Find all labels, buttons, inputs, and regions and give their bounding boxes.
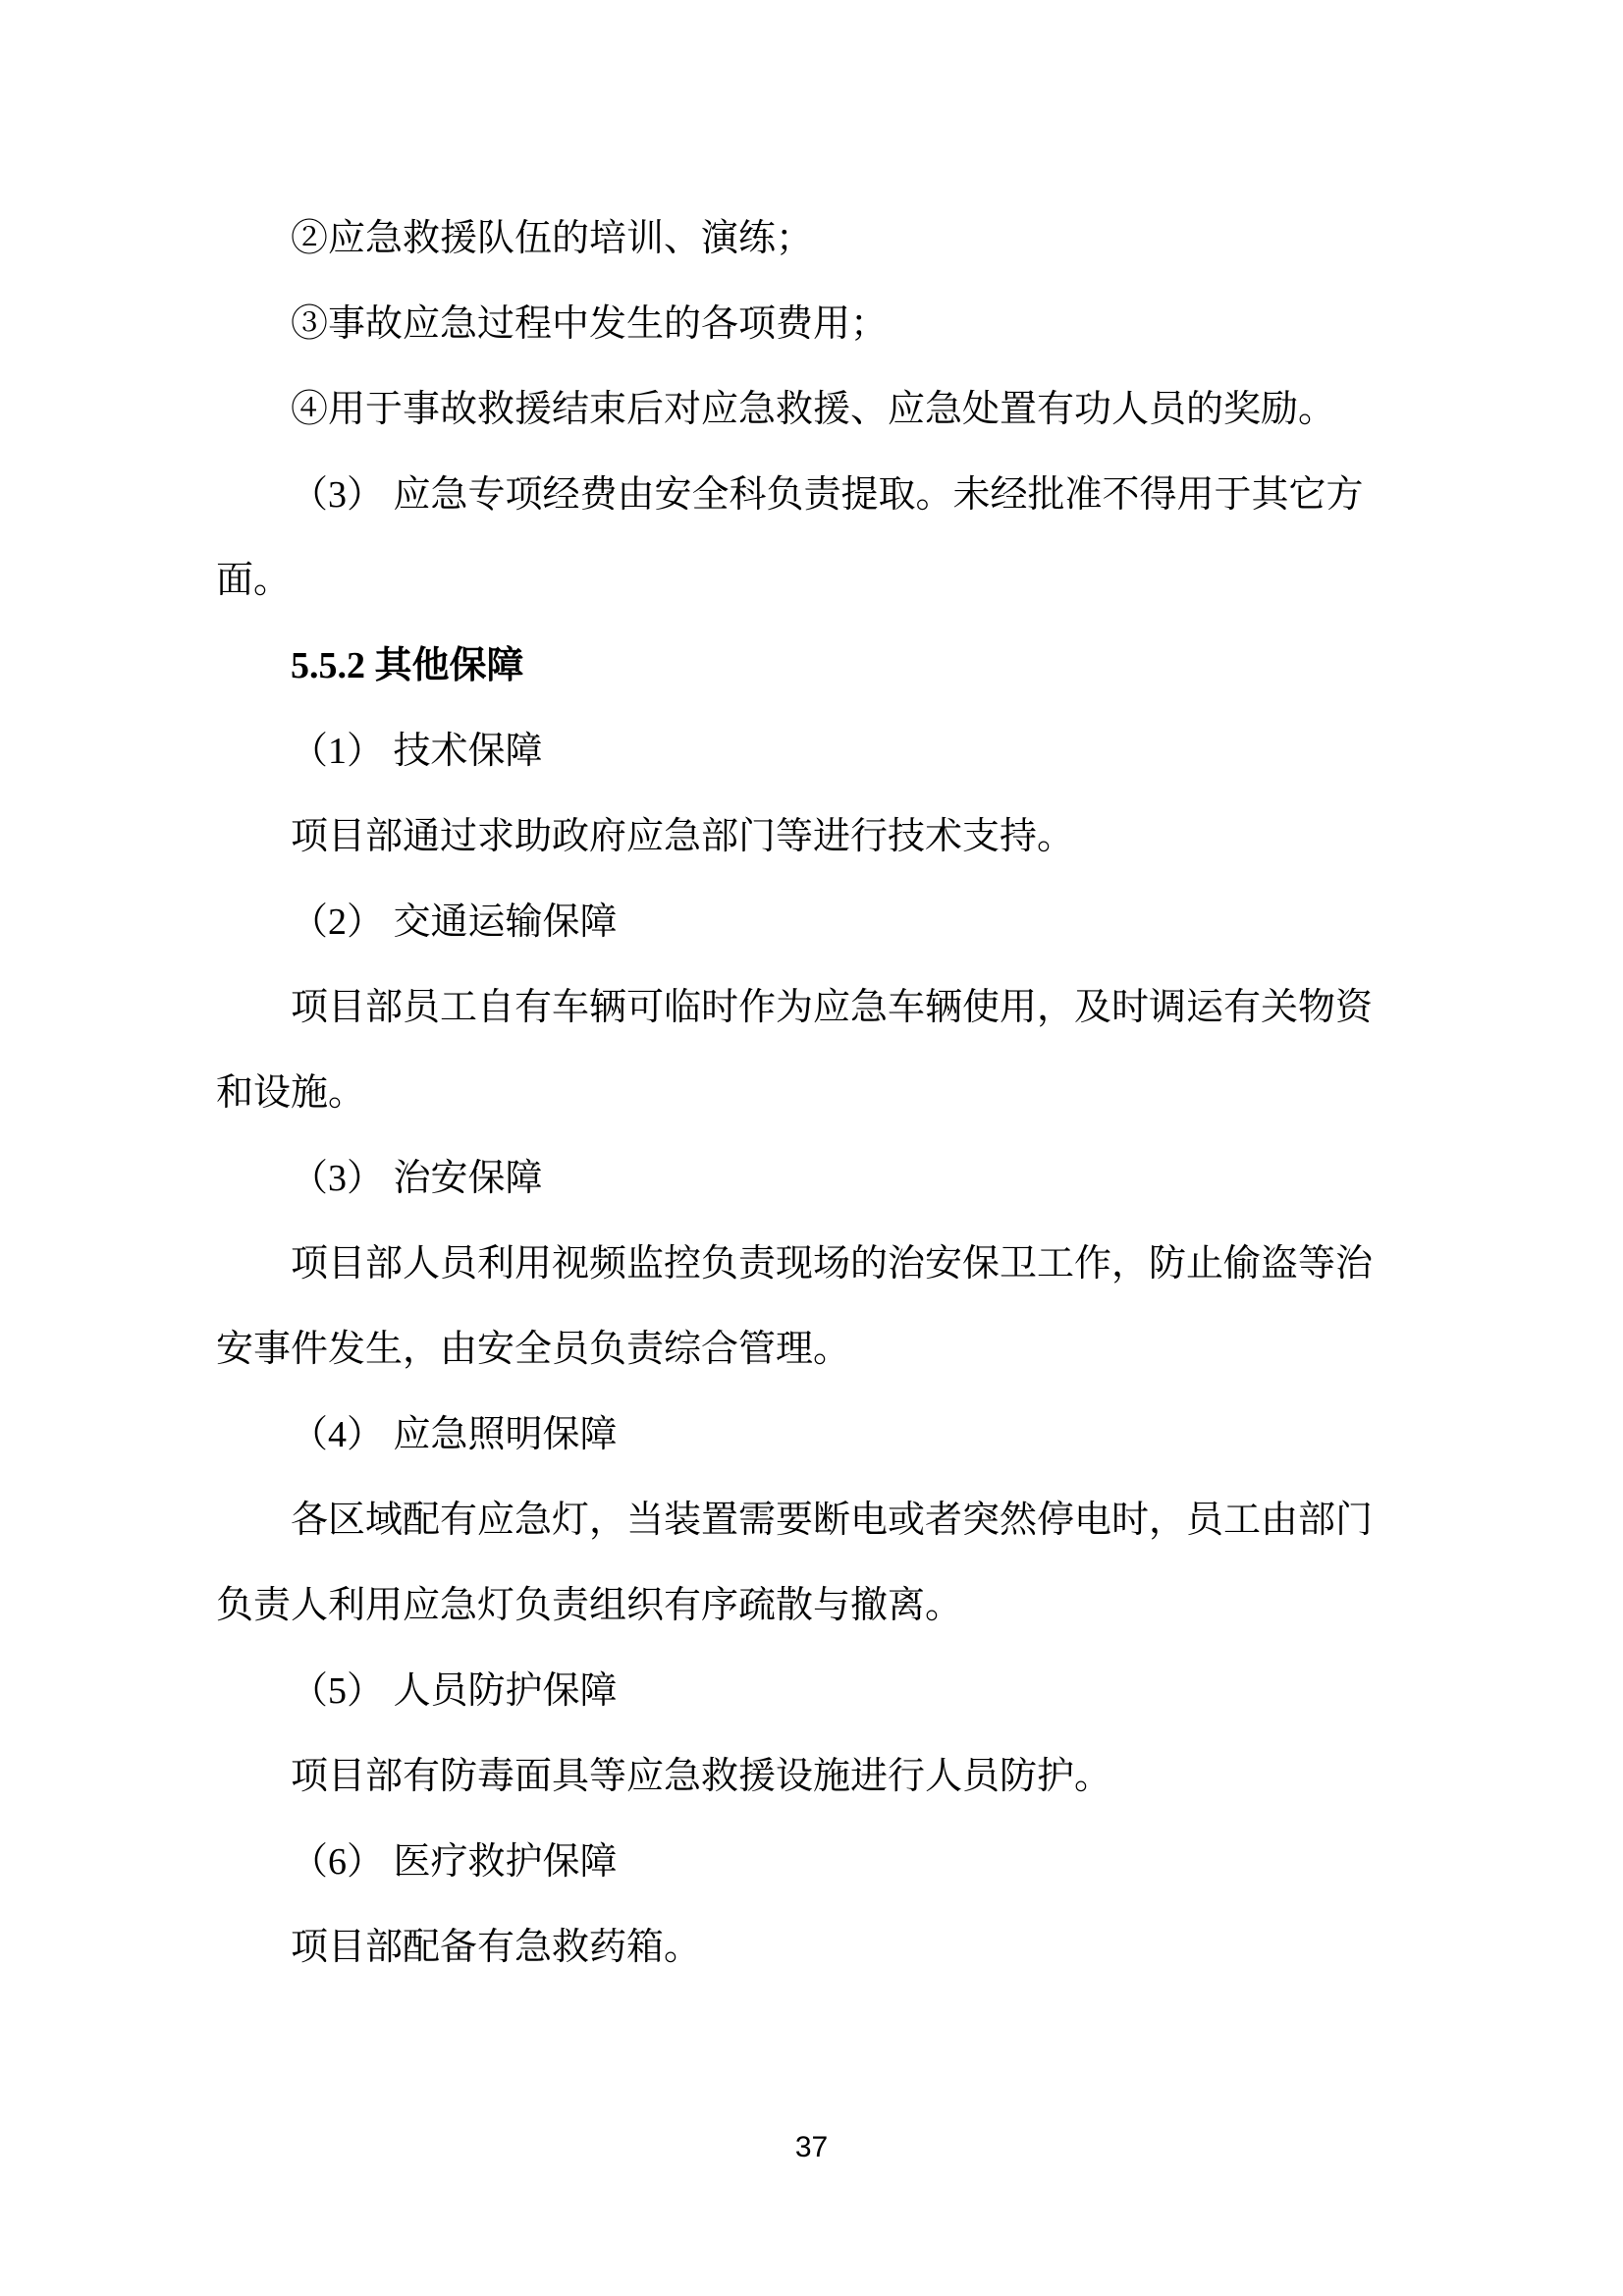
text-line: 面。 bbox=[216, 560, 292, 601]
text-line: ③事故应急过程中发生的各项费用； bbox=[291, 303, 889, 345]
text-line: 和设施。 bbox=[216, 1072, 366, 1114]
text-line: （3） 治安保障 bbox=[291, 1158, 543, 1199]
text-line: （4） 应急照明保障 bbox=[291, 1414, 618, 1455]
text-line: 安事件发生，由安全员负责综合管理。 bbox=[216, 1329, 851, 1370]
text-line: 项目部有防毒面具等应急救援设施进行人员防护。 bbox=[291, 1756, 1112, 1797]
text-line: ②应急救援队伍的培训、演练； bbox=[291, 218, 814, 259]
text-line: （6） 医疗救护保障 bbox=[291, 1841, 618, 1883]
text-line: 项目部配备有急救药箱。 bbox=[291, 1927, 702, 1968]
text-line: （1） 技术保障 bbox=[291, 731, 543, 772]
text-line: ④用于事故救援结束后对应急救援、应急处置有功人员的奖励。 bbox=[291, 389, 1336, 430]
page-number: 37 bbox=[794, 2131, 829, 2163]
text-line: （2） 交通运输保障 bbox=[291, 902, 618, 943]
section-heading: 5.5.2 其他保障 bbox=[291, 645, 524, 686]
text-line: 项目部员工自有车辆可临时作为应急车辆使用，及时调运有关物资 bbox=[291, 987, 1374, 1028]
text-line: 各区域配有应急灯，当装置需要断电或者突然停电时，员工由部门 bbox=[291, 1500, 1374, 1541]
text-line: （3） 应急专项经费由安全科负责提取。未经批准不得用于其它方 bbox=[291, 474, 1364, 516]
document-body bbox=[216, 196, 1434, 1991]
text-line: 项目部人员利用视频监控负责现场的治安保卫工作，防止偷盗等治 bbox=[291, 1243, 1374, 1285]
text-line: （5） 人员防护保障 bbox=[291, 1670, 618, 1712]
text-line: 负责人利用应急灯负责组织有序疏散与撤离。 bbox=[216, 1585, 963, 1626]
text-line: 项目部通过求助政府应急部门等进行技术支持。 bbox=[291, 816, 1075, 857]
